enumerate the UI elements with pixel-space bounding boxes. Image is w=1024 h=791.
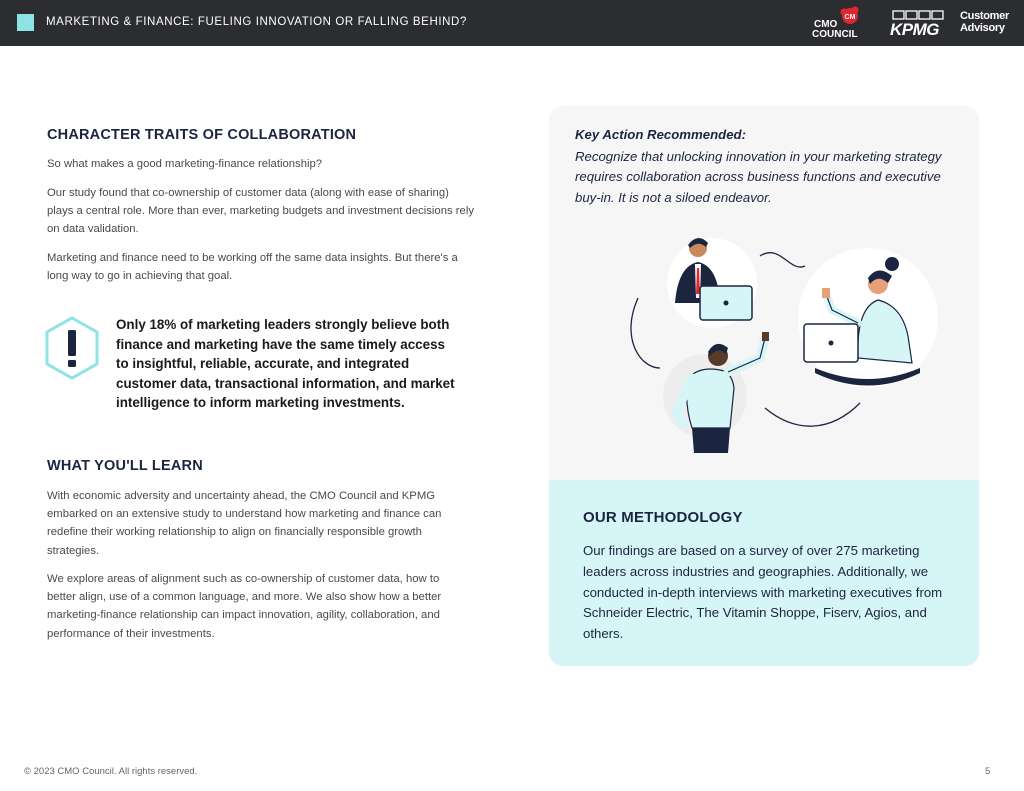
methodology-title: OUR METHODOLOGY xyxy=(583,509,743,526)
kpmg-wordmark: KPMG xyxy=(890,20,939,39)
paragraph: Our study found that co-ownership of customer data (along with ease of sharing) plays a central role. More than ever, marketing budgets and investment decisions rely on data validation. xyxy=(47,187,474,236)
cmo-logo-line2: COUNCIL xyxy=(812,29,858,40)
cmo-council-logo xyxy=(812,6,870,42)
methodology-text: Our findings are based on a survey of over 275 marketing leaders across industries and geographies. Additionally, we conducted in-depth interviews with marketing executives from Schneider Electric, The Vitamin Shoppe, Fiserv, Agios, and others. xyxy=(583,543,943,642)
collaboration-illustration xyxy=(620,228,950,458)
paragraph: So what makes a good marketing-finance relationship? xyxy=(47,158,323,170)
cmo-logo-line1: CMO xyxy=(814,19,838,30)
advisory-line2: Advisory xyxy=(960,22,1005,34)
cmo-burst-icon xyxy=(840,6,860,26)
section-title-collaboration: CHARACTER TRAITS OF COLLABORATION xyxy=(47,127,357,143)
paragraph: Marketing and finance need to be working off the same data insights. But there's a long way to go in achieving that goal. xyxy=(47,252,458,283)
section-title-learn: WHAT YOU'LL LEARN xyxy=(47,458,203,474)
statistic-callout: Only 18% of marketing leaders strongly believe both finance and marketing have the same timely access to insightful, reliable, accurate, and integrated customer data, transactional information, and market intelligence to inform marketing investments. xyxy=(116,317,455,410)
customer-advisory-logo xyxy=(960,10,1009,34)
key-action-title: Key Action Recommended: xyxy=(575,127,746,142)
kpmg-logo xyxy=(890,10,946,38)
document-title: MARKETING & FINANCE: FUELING INNOVATION OR FALLING BEHIND? xyxy=(46,16,467,28)
header-accent-square xyxy=(17,14,34,31)
kpmg-boxes-icon xyxy=(892,10,944,20)
advisory-line1: Customer xyxy=(960,10,1009,22)
key-action-text: Recognize that unlocking innovation in your marketing strategy requires collaboration across business functions and executive buy-in. It is not a siloed endeavor. xyxy=(575,149,942,205)
svg-text:CM: CM xyxy=(844,14,856,21)
paragraph: With economic adversity and uncertainty ahead, the CMO Council and KPMG embarked on an extensive study to understand how marketing and finance can redefine their working relationship to align on financially responsible growth strategies. xyxy=(47,490,442,557)
page-number: 5 xyxy=(985,766,991,777)
exclamation-hexagon-icon xyxy=(44,316,100,380)
copyright-notice: © 2023 CMO Council. All rights reserved. xyxy=(24,766,198,777)
header-bar xyxy=(0,0,1024,46)
paragraph: We explore areas of alignment such as co-ownership of customer data, how to better align, use of a common language, and more. We also show how a better marketing-finance relationship can impact innovation, agility, collaboration, and performance of their investments. xyxy=(47,573,442,640)
